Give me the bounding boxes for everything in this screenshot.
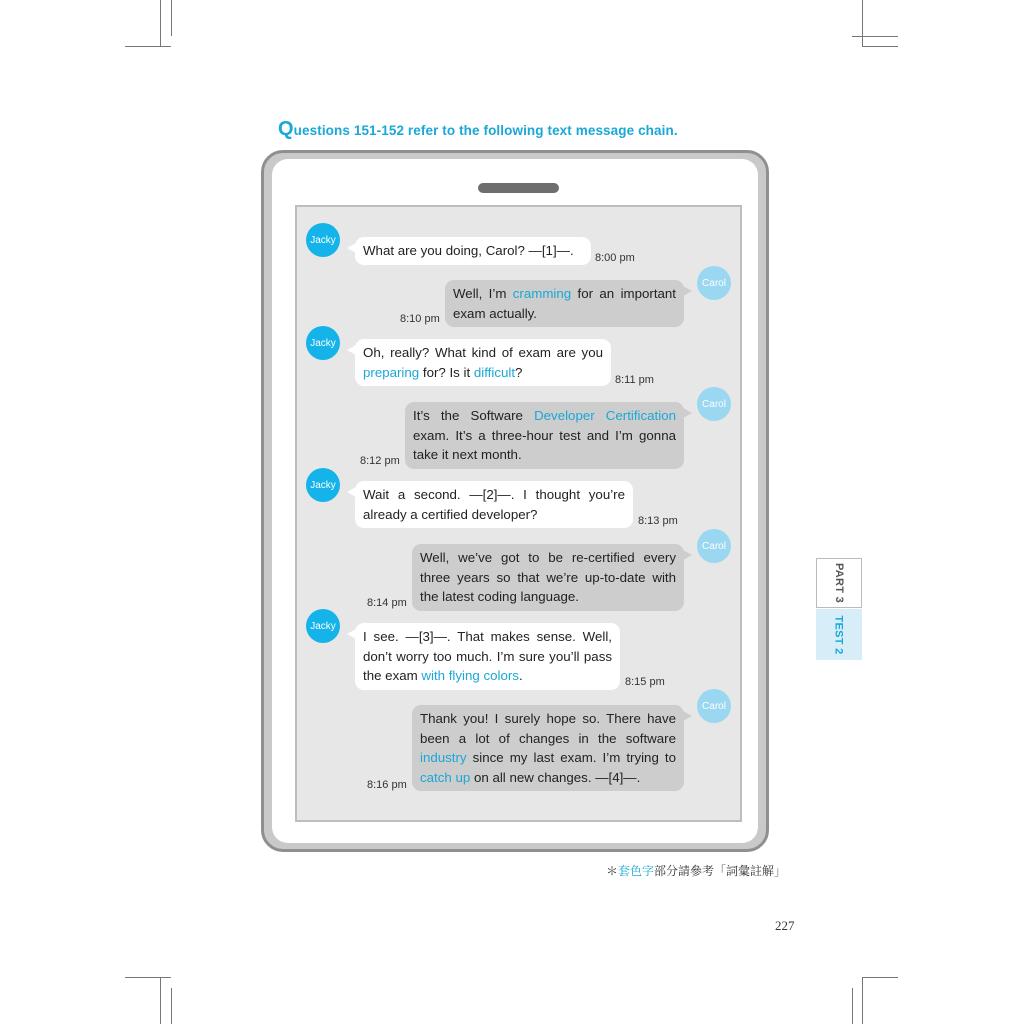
crop-mark	[171, 988, 172, 1024]
avatar-carol: Carol	[697, 529, 731, 563]
message-text: since my last exam. I’m trying to	[466, 750, 676, 766]
vocab-highlight: industry	[420, 750, 467, 766]
message-time: 8:14 pm	[367, 597, 407, 609]
message-time: 8:16 pm	[367, 779, 407, 791]
message-text: Oh, really? What kind of exam are you	[363, 345, 603, 360]
vocab-highlight: catch up	[420, 769, 471, 785]
message-text: Thank you! I surely hope so. There have been a lot of changes in the software	[420, 711, 676, 746]
crop-mark	[862, 0, 863, 46]
crop-mark	[125, 46, 171, 47]
footnote-highlight: 套色字	[618, 864, 655, 878]
side-tab-part	[816, 558, 862, 608]
message-text: on all new changes. —[4]—.	[470, 769, 641, 785]
message-time: 8:10 pm	[400, 313, 440, 325]
side-tab-part-label: PART 3	[832, 562, 845, 604]
message-bubble	[355, 339, 611, 386]
avatar-jacky: Jacky	[306, 468, 340, 502]
vocab-highlight: Developer Certification	[534, 408, 676, 423]
message-bubble	[412, 544, 684, 611]
message-bubble	[355, 237, 591, 265]
page-number: 227	[775, 918, 795, 933]
crop-mark	[171, 0, 172, 36]
footnote-text: 部分請參考「詞彙註解」	[654, 864, 787, 878]
message-text: Well, I’m	[453, 286, 513, 301]
question-heading	[278, 118, 678, 141]
message-text: What are you doing, Carol? —[1]—.	[363, 243, 574, 258]
avatar-jacky: Jacky	[306, 223, 340, 257]
message-time: 8:00 pm	[595, 252, 635, 264]
message-time: 8:11 pm	[615, 374, 654, 386]
vocab-highlight: with flying colors	[421, 668, 519, 684]
message-text: Well, we’ve got to be re-certified every three years so that we’re up-to-date with the latest coding language.	[420, 550, 676, 605]
message-bubble	[355, 623, 620, 690]
message-text: exam. It’s a three-hour test and I’m gonna take it next month.	[413, 427, 676, 463]
crop-mark	[160, 0, 161, 46]
message-text: Wait a second. —[2]—. I thought you’re already a certified developer?	[363, 487, 625, 522]
vocab-highlight: difficult	[473, 364, 516, 380]
vocab-highlight: preparing	[363, 364, 420, 380]
message-text: ?	[515, 364, 523, 380]
vocab-highlight: cramming	[512, 286, 572, 301]
crop-mark	[125, 977, 171, 978]
heading-initial: Q	[278, 118, 294, 140]
crop-mark	[862, 977, 863, 1024]
avatar-carol: Carol	[697, 266, 731, 300]
heading-text: uestions 151-152 refer to the following text message chain.	[293, 123, 678, 138]
message-time: 8:12 pm	[360, 455, 400, 467]
footnote	[606, 862, 786, 879]
message-bubble	[412, 705, 684, 791]
avatar-carol: Carol	[697, 689, 731, 723]
side-tab-test	[816, 609, 862, 660]
message-text: It’s the Software	[413, 408, 535, 423]
message-time: 8:13 pm	[638, 515, 678, 527]
message-time: 8:15 pm	[625, 676, 665, 688]
avatar-jacky: Jacky	[306, 326, 340, 360]
crop-mark	[160, 977, 161, 1024]
tablet-speaker	[478, 183, 559, 193]
message-text: I see. —[3]—. That makes sense. Well, don’t worry too much. I’m sure you’ll pass the exam	[363, 629, 612, 684]
avatar-carol: Carol	[697, 387, 731, 421]
message-bubble	[445, 280, 684, 327]
message-text: for? Is it	[419, 364, 474, 380]
side-tab-test-label: TEST 2	[833, 614, 845, 655]
crop-mark	[862, 977, 898, 978]
crop-mark	[862, 46, 898, 47]
message-bubble	[405, 402, 684, 469]
crop-mark	[852, 36, 898, 37]
crop-mark	[852, 988, 853, 1024]
message-text: .	[518, 668, 523, 684]
message-bubble	[355, 481, 633, 528]
footnote-star: ＊	[606, 864, 619, 878]
avatar-jacky: Jacky	[306, 609, 340, 643]
message-text: for an important exam actually.	[453, 286, 676, 321]
